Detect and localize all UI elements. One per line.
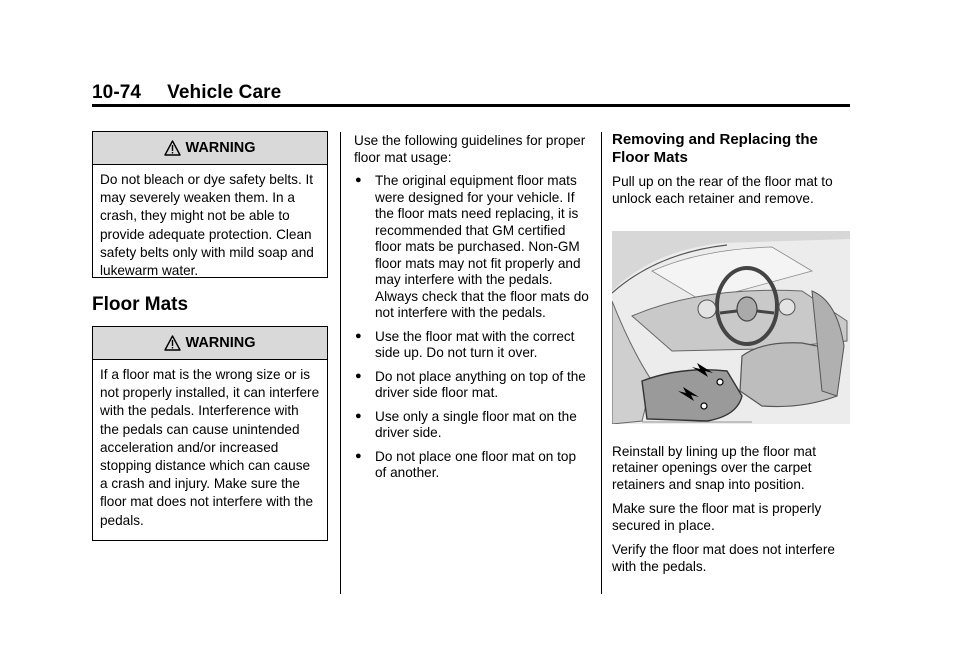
list-item: ● Do not place anything on top of the driver side floor mat.	[355, 368, 586, 400]
floor-mat-illustration	[612, 231, 850, 424]
warning-header	[93, 132, 327, 165]
removing-paragraph: Pull up on the rear of the floor mat to unlock each retainer and remove.	[612, 174, 833, 206]
list-item: ● The original equipment floor mats were designed for your vehicle. If the floor mats need replacing, it is recommended that GM certified floor mats be purchased. Non-GM floor mats may not fit properly and may interfere with the pedals. Always check that the floor mats do not interfere with the pedals.	[355, 173, 589, 320]
guidelines-column	[354, 133, 590, 489]
warning-text: Do not bleach or dye safety belts. It may severely weaken them. In a crash, they might not be able to provide adequate protection. Clean safety belts only with mild soap and lukewarm water.	[100, 172, 314, 279]
bullet-icon: ●	[355, 409, 362, 422]
bullet-icon: ●	[355, 449, 362, 462]
header-rule	[92, 104, 850, 107]
removing-column	[612, 131, 852, 583]
removing-paragraph: Reinstall by lining up the floor mat retainer openings over the carpet retainers and snap into position.	[612, 443, 817, 492]
safety-belt-warning-box	[92, 131, 328, 278]
removing-paragraph: Make sure the floor mat is properly secured in place.	[612, 501, 822, 533]
list-item: ● Do not place one floor mat on top of another.	[355, 448, 577, 480]
floor-mat-warning-box	[92, 326, 328, 541]
warning-text: If a floor mat is the wrong size or is not properly installed, it can interfere with the pedals. Interference with the pedals can cause unintended acceleration and/or increased stopping distance which can cause a crash and injury. Make sure the floor mat does not interfere with the pedals.	[100, 367, 320, 528]
warning-triangle-icon	[164, 335, 181, 351]
warning-label: WARNING	[185, 140, 256, 156]
column-divider	[340, 132, 341, 594]
guidelines-list	[354, 173, 590, 482]
removing-paragraph: Verify the floor mat does not interfere with the pedals.	[612, 542, 835, 574]
bullet-icon: ●	[355, 329, 362, 342]
page-number: 10-74	[92, 82, 142, 103]
bullet-icon: ●	[355, 174, 362, 186]
warning-header	[93, 327, 327, 360]
warning-triangle-icon	[164, 140, 181, 156]
section-title: Vehicle Care	[167, 82, 282, 103]
list-item: ● Use the floor mat with the correct side up. Do not turn it over.	[355, 328, 575, 360]
list-item: ● Use only a single floor mat on the driver side.	[355, 408, 577, 440]
removing-heading: Removing and Replacing the Floor Mats	[612, 131, 818, 166]
page-header	[92, 82, 281, 104]
column-divider	[601, 132, 602, 594]
bullet-icon: ●	[355, 369, 362, 382]
warning-label: WARNING	[185, 335, 256, 351]
guidelines-intro: Use the following guidelines for proper floor mat usage:	[354, 133, 586, 165]
floor-mats-heading: Floor Mats	[92, 294, 189, 315]
